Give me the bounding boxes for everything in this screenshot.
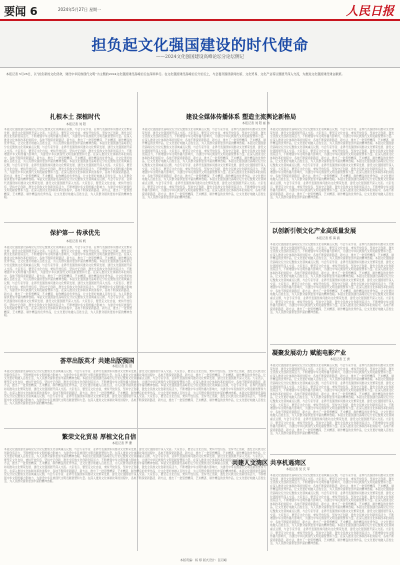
main-headline: 担负起文化强国建设的时代使命 (91, 36, 309, 54)
article-body: 本届文化强国建设高峰论坛分论坛聚焦文化领域重点议题，与会专家学者、业界代表围绕如何推动文化繁荣发展、建设文化强国展开深入交流。大家表示，要坚定文化自信，秉持开放包容，坚持守正创新，激发全民族文化创新创造活力，不断增强中华文明传播力影响力，为建设中华民族现代文明贡献智慧和力量。在深入推进文化体制改革的进程中，各地不断探索新路径、新方法，推出了一批思想精深、艺术精湛、制作精良的优秀作品，让文化更好地融入百姓生活，为人民群众提供更加丰富的精神食粮。本届文化强国建设高峰论坛分论坛聚焦文化领域重点议题，与会专家学者、业界代表围绕如何推动文化繁荣发展、建设文化强国展开深入交流。大家表示，要坚定文化自信，秉持开放包容，坚持守正创新，激发全民族文化创新创造活力，不断增强中华文明传播力影响力，为建设中华民族现代文明贡献智慧和力量。在深入推进文化体制改革的进程中，各地不断探索新路径、新方法，推出了一批思想精深、艺术精湛、制作精良的优秀作品，让文化更好地融入百姓生活，为人民群众提供更加丰富的精神食粮。本届文化强国建设高峰论坛分论坛聚焦文化领域重点议题，与会专家学者、业界代表围绕如何推动文化繁荣发展、建设文化强国展开深入交流。大家表示，要坚定文化自信，秉持开放包容，坚持守正创新，激发全民族文化创新创造活力，不断增强中华文明传播力影响力，为建设中华民族现代文明贡献智慧和力量。在深入推进文化体制改革的进程中，各地不断探索新路径、新方法，推出了一批思想精深、艺术精湛、制作精良的优秀作品，让文化更好地融入百姓生活，为人民群众提供更加丰富的精神食粮。本届文化强国建设高峰论坛分论坛聚焦文化领域重点议题，与会专家学者、业界代表围绕如何推动文化繁荣发展、建设文化强国展开深入交流。大家表示，要坚定文化自信，秉持开放包容，坚持守正创新，激发全民族文化创新创造活力，不断增强中华文明传播力影响力，为建设中华民族现代文明贡献智慧和力量。在深入推进文化体制改革的进程中，各地不断探索新路径、新方法，推出了一批思想精深、艺术精湛、制作精良的优秀作品，让文化更好地融入百姓生活，为人民群众提供更加丰富的精神食粮。 (270, 364, 394, 436)
newspaper-logo: 人民日报 (345, 4, 394, 18)
article-body: 本届文化强国建设高峰论坛分论坛聚焦文化领域重点议题，与会专家学者、业界代表围绕如何推动文化繁荣发展、建设文化强国展开深入交流。大家表示，要坚定文化自信，秉持开放包容，坚持守正创新，激发全民族文化创新创造活力，不断增强中华文明传播力影响力，为建设中华民族现代文明贡献智慧和力量。在深入推进文化体制改革的进程中，各地不断探索新路径、新方法，推出了一批思想精深、艺术精湛、制作精良的优秀作品，让文化更好地融入百姓生活，为人民群众提供更加丰富的精神食粮。本届文化强国建设高峰论坛分论坛聚焦文化领域重点议题，与会专家学者、业界代表围绕如何推动文化繁荣发展、建设文化强国展开深入交流。大家表示，要坚定文化自信，秉持开放包容，坚持守正创新，激发全民族文化创新创造活力，不断增强中华文明传播力影响力，为建设中华民族现代文明贡献智慧和力量。在深入推进文化体制改革的进程中，各地不断探索新路径、新方法，推出了一批思想精深、艺术精湛、制作精良的优秀作品，让文化更好地融入百姓生活，为人民群众提供更加丰富的精神食粮。本届文化强国建设高峰论坛分论坛聚焦文化领域重点议题，与会专家学者、业界代表围绕如何推动文化繁荣发展、建设文化强国展开深入交流。大家表示，要坚定文化自信，秉持开放包容，坚持守正创新，激发全民族文化创新创造活力，不断增强中华文明传播力影响力，为建设中华民族现代文明贡献智慧和力量。在深入推进文化体制改革的进程中，各地不断探索新路径、新方法，推出了一批思想精深、艺术精湛、制作精良的优秀作品，让文化更好地融入百姓生活，为人民群众提供更加丰富的精神食粮。本届文化强国建设高峰论坛分论坛聚焦文化领域重点议题，与会专家学者、业界代表围绕如何推动文化繁荣发展、建设文化强国展开深入交流。大家表示，要坚定文化自信，秉持开放包容，坚持守正创新，激发全民族文化创新创造活力，不断增强中华文明传播力影响力，为建设中华民族现代文明贡献智慧和力量。在深入推进文化体制改革的进程中，各地不断探索新路径、新方法，推出了一批思想精深、艺术精湛、制作精良的优秀作品，让文化更好地融入百姓生活，为人民群众提供更加丰富的精神食粮。 (270, 474, 394, 546)
article-body: 本届文化强国建设高峰论坛分论坛聚焦文化领域重点议题，与会专家学者、业界代表围绕如何推动文化繁荣发展、建设文化强国展开深入交流。大家表示，要坚定文化自信，秉持开放包容，坚持守正创新，激发全民族文化创新创造活力，不断增强中华文明传播力影响力，为建设中华民族现代文明贡献智慧和力量。在深入推进文化体制改革的进程中，各地不断探索新路径、新方法，推出了一批思想精深、艺术精湛、制作精良的优秀作品，让文化更好地融入百姓生活，为人民群众提供更加丰富的精神食粮。本届文化强国建设高峰论坛分论坛聚焦文化领域重点议题，与会专家学者、业界代表围绕如何推动文化繁荣发展、建设文化强国展开深入交流。大家表示，要坚定文化自信，秉持开放包容，坚持守正创新，激发全民族文化创新创造活力，不断增强中华文明传播力影响力，为建设中华民族现代文明贡献智慧和力量。在深入推进文化体制改革的进程中，各地不断探索新路径、新方法，推出了一批思想精深、艺术精湛、制作精良的优秀作品，让文化更好地融入百姓生活，为人民群众提供更加丰富的精神食粮。本届文化强国建设高峰论坛分论坛聚焦文化领域重点议题，与会专家学者、业界代表围绕如何推动文化繁荣发展、建设文化强国展开深入交流。大家表示，要坚定文化自信，秉持开放包容，坚持守正创新，激发全民族文化创新创造活力，不断增强中华文明传播力影响力，为建设中华民族现代文明贡献智慧和力量。在深入推进文化体制改革的进程中，各地不断探索新路径、新方法，推出了一批思想精深、艺术精湛、制作精良的优秀作品，让文化更好地融入百姓生活，为人民群众提供更加丰富的精神食粮。本届文化强国建设高峰论坛分论坛聚焦文化领域重点议题，与会专家学者、业界代表围绕如何推动文化繁荣发展、建设文化强国展开深入交流。大家表示，要坚定文化自信，秉持开放包容，坚持守正创新，激发全民族文化创新创造活力，不断增强中华文明传播力影响力，为建设中华民族现代文明贡献智慧和力量。在深入推进文化体制改革的进程中，各地不断探索新路径、新方法，推出了一批思想精深、艺术精湛、制作精良的优秀作品，让文化更好地融入百姓生活，为人民群众提供更加丰富的精神食粮。 (4, 370, 266, 406)
article-byline: 本报记者 杨 帆 (66, 239, 86, 243)
article-title: 以创新引领文化产业高质量发展 (272, 228, 357, 235)
article-byline: 本报记者 张 贺 (112, 364, 132, 368)
section-label: 要闻 6 (4, 5, 38, 18)
article-divider (4, 222, 134, 223)
page-footer: 本版责编：杨 婷 版式设计：张丹峰 (180, 558, 227, 562)
article-byline: 本报记者 郑 海 鸥 (316, 236, 340, 240)
article-divider (270, 454, 396, 455)
article-body: 本届文化强国建设高峰论坛分论坛聚焦文化领域重点议题，与会专家学者、业界代表围绕如何推动文化繁荣发展、建设文化强国展开深入交流。大家表示，要坚定文化自信，秉持开放包容，坚持守正创新，激发全民族文化创新创造活力，不断增强中华文明传播力影响力，为建设中华民族现代文明贡献智慧和力量。在深入推进文化体制改革的进程中，各地不断探索新路径、新方法，推出了一批思想精深、艺术精湛、制作精良的优秀作品，让文化更好地融入百姓生活，为人民群众提供更加丰富的精神食粮。本届文化强国建设高峰论坛分论坛聚焦文化领域重点议题，与会专家学者、业界代表围绕如何推动文化繁荣发展、建设文化强国展开深入交流。大家表示，要坚定文化自信，秉持开放包容，坚持守正创新，激发全民族文化创新创造活力，不断增强中华文明传播力影响力，为建设中华民族现代文明贡献智慧和力量。在深入推进文化体制改革的进程中，各地不断探索新路径、新方法，推出了一批思想精深、艺术精湛、制作精良的优秀作品，让文化更好地融入百姓生活，为人民群众提供更加丰富的精神食粮。本届文化强国建设高峰论坛分论坛聚焦文化领域重点议题，与会专家学者、业界代表围绕如何推动文化繁荣发展、建设文化强国展开深入交流。大家表示，要坚定文化自信，秉持开放包容，坚持守正创新，激发全民族文化创新创造活力，不断增强中华文明传播力影响力，为建设中华民族现代文明贡献智慧和力量。在深入推进文化体制改革的进程中，各地不断探索新路径、新方法，推出了一批思想精深、艺术精湛、制作精良的优秀作品，让文化更好地融入百姓生活，为人民群众提供更加丰富的精神食粮。本届文化强国建设高峰论坛分论坛聚焦文化领域重点议题，与会专家学者、业界代表围绕如何推动文化繁荣发展、建设文化强国展开深入交流。大家表示，要坚定文化自信，秉持开放包容，坚持守正创新，激发全民族文化创新创造活力，不断增强中华文明传播力影响力，为建设中华民族现代文明贡献智慧和力量。在深入推进文化体制改革的进程中，各地不断探索新路径、新方法，推出了一批思想精深、艺术精湛、制作精良的优秀作品，让文化更好地融入百姓生活，为人民群众提供更加丰富的精神食粮。 (4, 448, 266, 484)
article-divider (270, 222, 396, 223)
article-title: 保护第一 传承优先 (50, 230, 101, 237)
article-byline: 本报记者 吴 庆 军 (286, 467, 310, 471)
article-byline: 本报记者 刘 阳 (66, 122, 86, 126)
main-subheadline: ——2024文化强国建设高峰论坛分论坛侧记 (156, 55, 244, 60)
article-byline: 本报记者 罗 珊 (112, 441, 132, 445)
article-body: 本届文化强国建设高峰论坛分论坛聚焦文化领域重点议题，与会专家学者、业界代表围绕如何推动文化繁荣发展、建设文化强国展开深入交流。大家表示，要坚定文化自信，秉持开放包容，坚持守正创新，激发全民族文化创新创造活力，不断增强中华文明传播力影响力，为建设中华民族现代文明贡献智慧和力量。在深入推进文化体制改革的进程中，各地不断探索新路径、新方法，推出了一批思想精深、艺术精湛、制作精良的优秀作品，让文化更好地融入百姓生活，为人民群众提供更加丰富的精神食粮。本届文化强国建设高峰论坛分论坛聚焦文化领域重点议题，与会专家学者、业界代表围绕如何推动文化繁荣发展、建设文化强国展开深入交流。大家表示，要坚定文化自信，秉持开放包容，坚持守正创新，激发全民族文化创新创造活力，不断增强中华文明传播力影响力，为建设中华民族现代文明贡献智慧和力量。在深入推进文化体制改革的进程中，各地不断探索新路径、新方法，推出了一批思想精深、艺术精湛、制作精良的优秀作品，让文化更好地融入百姓生活，为人民群众提供更加丰富的精神食粮。本届文化强国建设高峰论坛分论坛聚焦文化领域重点议题，与会专家学者、业界代表围绕如何推动文化繁荣发展、建设文化强国展开深入交流。大家表示，要坚定文化自信，秉持开放包容，坚持守正创新，激发全民族文化创新创造活力，不断增强中华文明传播力影响力，为建设中华民族现代文明贡献智慧和力量。在深入推进文化体制改革的进程中，各地不断探索新路径、新方法，推出了一批思想精深、艺术精湛、制作精良的优秀作品，让文化更好地融入百姓生活，为人民群众提供更加丰富的精神食粮。本届文化强国建设高峰论坛分论坛聚焦文化领域重点议题，与会专家学者、业界代表围绕如何推动文化繁荣发展、建设文化强国展开深入交流。大家表示，要坚定文化自信，秉持开放包容，坚持守正创新，激发全民族文化创新创造活力，不断增强中华文明传播力影响力，为建设中华民族现代文明贡献智慧和力量。在深入推进文化体制改革的进程中，各地不断探索新路径、新方法，推出了一批思想精深、艺术精湛、制作精良的优秀作品，让文化更好地融入百姓生活，为人民群众提供更加丰富的精神食粮。 (4, 128, 132, 200)
article-divider (4, 428, 266, 429)
article-body: 本届文化强国建设高峰论坛分论坛聚焦文化领域重点议题，与会专家学者、业界代表围绕如何推动文化繁荣发展、建设文化强国展开深入交流。大家表示，要坚定文化自信，秉持开放包容，坚持守正创新，激发全民族文化创新创造活力，不断增强中华文明传播力影响力，为建设中华民族现代文明贡献智慧和力量。在深入推进文化体制改革的进程中，各地不断探索新路径、新方法，推出了一批思想精深、艺术精湛、制作精良的优秀作品，让文化更好地融入百姓生活，为人民群众提供更加丰富的精神食粮。本届文化强国建设高峰论坛分论坛聚焦文化领域重点议题，与会专家学者、业界代表围绕如何推动文化繁荣发展、建设文化强国展开深入交流。大家表示，要坚定文化自信，秉持开放包容，坚持守正创新，激发全民族文化创新创造活力，不断增强中华文明传播力影响力，为建设中华民族现代文明贡献智慧和力量。在深入推进文化体制改革的进程中，各地不断探索新路径、新方法，推出了一批思想精深、艺术精湛、制作精良的优秀作品，让文化更好地融入百姓生活，为人民群众提供更加丰富的精神食粮。本届文化强国建设高峰论坛分论坛聚焦文化领域重点议题，与会专家学者、业界代表围绕如何推动文化繁荣发展、建设文化强国展开深入交流。大家表示，要坚定文化自信，秉持开放包容，坚持守正创新，激发全民族文化创新创造活力，不断增强中华文明传播力影响力，为建设中华民族现代文明贡献智慧和力量。在深入推进文化体制改革的进程中，各地不断探索新路径、新方法，推出了一批思想精深、艺术精湛、制作精良的优秀作品，让文化更好地融入百姓生活，为人民群众提供更加丰富的精神食粮。本届文化强国建设高峰论坛分论坛聚焦文化领域重点议题，与会专家学者、业界代表围绕如何推动文化繁荣发展、建设文化强国展开深入交流。大家表示，要坚定文化自信，秉持开放包容，坚持守正创新，激发全民族文化创新创造活力，不断增强中华文明传播力影响力，为建设中华民族现代文明贡献智慧和力量。在深入推进文化体制改革的进程中，各地不断探索新路径、新方法，推出了一批思想精深、艺术精湛、制作精良的优秀作品，让文化更好地融入百姓生活，为人民群众提供更加丰富的精神食粮。 (142, 128, 266, 200)
article-body: 本届文化强国建设高峰论坛分论坛聚焦文化领域重点议题，与会专家学者、业界代表围绕如何推动文化繁荣发展、建设文化强国展开深入交流。大家表示，要坚定文化自信，秉持开放包容，坚持守正创新，激发全民族文化创新创造活力，不断增强中华文明传播力影响力，为建设中华民族现代文明贡献智慧和力量。在深入推进文化体制改革的进程中，各地不断探索新路径、新方法，推出了一批思想精深、艺术精湛、制作精良的优秀作品，让文化更好地融入百姓生活，为人民群众提供更加丰富的精神食粮。本届文化强国建设高峰论坛分论坛聚焦文化领域重点议题，与会专家学者、业界代表围绕如何推动文化繁荣发展、建设文化强国展开深入交流。大家表示，要坚定文化自信，秉持开放包容，坚持守正创新，激发全民族文化创新创造活力，不断增强中华文明传播力影响力，为建设中华民族现代文明贡献智慧和力量。在深入推进文化体制改革的进程中，各地不断探索新路径、新方法，推出了一批思想精深、艺术精湛、制作精良的优秀作品，让文化更好地融入百姓生活，为人民群众提供更加丰富的精神食粮。本届文化强国建设高峰论坛分论坛聚焦文化领域重点议题，与会专家学者、业界代表围绕如何推动文化繁荣发展、建设文化强国展开深入交流。大家表示，要坚定文化自信，秉持开放包容，坚持守正创新，激发全民族文化创新创造活力，不断增强中华文明传播力影响力，为建设中华民族现代文明贡献智慧和力量。在深入推进文化体制改革的进程中，各地不断探索新路径、新方法，推出了一批思想精深、艺术精湛、制作精良的优秀作品，让文化更好地融入百姓生活，为人民群众提供更加丰富的精神食粮。本届文化强国建设高峰论坛分论坛聚焦文化领域重点议题，与会专家学者、业界代表围绕如何推动文化繁荣发展、建设文化强国展开深入交流。大家表示，要坚定文化自信，秉持开放包容，坚持守正创新，激发全民族文化创新创造活力，不断增强中华文明传播力影响力，为建设中华民族现代文明贡献智慧和力量。在深入推进文化体制改革的进程中，各地不断探索新路径、新方法，推出了一批思想精深、艺术精湛、制作精良的优秀作品，让文化更好地融入百姓生活，为人民群众提供更加丰富的精神食粮。 (270, 243, 394, 315)
article-byline: 本报记者 刘 阳 崔 伟 (242, 121, 270, 125)
article-divider (270, 344, 396, 345)
column-divider (267, 92, 268, 551)
article-title: 荟萃出版英才 共建出版强国 (60, 358, 135, 365)
page-header (0, 0, 400, 20)
article-body: 本届文化强国建设高峰论坛分论坛聚焦文化领域重点议题，与会专家学者、业界代表围绕如何推动文化繁荣发展、建设文化强国展开深入交流。大家表示，要坚定文化自信，秉持开放包容，坚持守正创新，激发全民族文化创新创造活力，不断增强中华文明传播力影响力，为建设中华民族现代文明贡献智慧和力量。在深入推进文化体制改革的进程中，各地不断探索新路径、新方法，推出了一批思想精深、艺术精湛、制作精良的优秀作品，让文化更好地融入百姓生活，为人民群众提供更加丰富的精神食粮。本届文化强国建设高峰论坛分论坛聚焦文化领域重点议题，与会专家学者、业界代表围绕如何推动文化繁荣发展、建设文化强国展开深入交流。大家表示，要坚定文化自信，秉持开放包容，坚持守正创新，激发全民族文化创新创造活力，不断增强中华文明传播力影响力，为建设中华民族现代文明贡献智慧和力量。在深入推进文化体制改革的进程中，各地不断探索新路径、新方法，推出了一批思想精深、艺术精湛、制作精良的优秀作品，让文化更好地融入百姓生活，为人民群众提供更加丰富的精神食粮。本届文化强国建设高峰论坛分论坛聚焦文化领域重点议题，与会专家学者、业界代表围绕如何推动文化繁荣发展、建设文化强国展开深入交流。大家表示，要坚定文化自信，秉持开放包容，坚持守正创新，激发全民族文化创新创造活力，不断增强中华文明传播力影响力，为建设中华民族现代文明贡献智慧和力量。在深入推进文化体制改革的进程中，各地不断探索新路径、新方法，推出了一批思想精深、艺术精湛、制作精良的优秀作品，让文化更好地融入百姓生活，为人民群众提供更加丰富的精神食粮。本届文化强国建设高峰论坛分论坛聚焦文化领域重点议题，与会专家学者、业界代表围绕如何推动文化繁荣发展、建设文化强国展开深入交流。大家表示，要坚定文化自信，秉持开放包容，坚持守正创新，激发全民族文化创新创造活力，不断增强中华文明传播力影响力，为建设中华民族现代文明贡献智慧和力量。在深入推进文化体制改革的进程中，各地不断探索新路径、新方法，推出了一批思想精深、艺术精湛、制作精良的优秀作品，让文化更好地融入百姓生活，为人民群众提供更加丰富的精神食粮。 (270, 128, 394, 200)
intro-paragraph: 本报记者 5月26日，以“担负新的文化使命，建设中华民族现代文明”为主题的2024文化强国建设高峰论坛在深圳举行。在文化强国建设高峰论坛分论坛上，与会嘉宾围绕新闻出版、文化贸易、文化产业等议题展开深入交流，为推进文化强国建设建言献策。 (6, 72, 345, 76)
article-title: 凝聚发展动力 赋能电影产业 (272, 350, 347, 357)
article-byline: 本报记者 王 洲 (330, 357, 350, 361)
issue-date: 2024年5月27日 星期一 (58, 7, 102, 12)
article-divider (4, 352, 266, 353)
article-title: 繁荣文化贸易 厚植文化自信 (62, 434, 137, 441)
article-title: 扎根本土 深植时代 (50, 114, 101, 121)
article-body: 本届文化强国建设高峰论坛分论坛聚焦文化领域重点议题，与会专家学者、业界代表围绕如何推动文化繁荣发展、建设文化强国展开深入交流。大家表示，要坚定文化自信，秉持开放包容，坚持守正创新，激发全民族文化创新创造活力，不断增强中华文明传播力影响力，为建设中华民族现代文明贡献智慧和力量。在深入推进文化体制改革的进程中，各地不断探索新路径、新方法，推出了一批思想精深、艺术精湛、制作精良的优秀作品，让文化更好地融入百姓生活，为人民群众提供更加丰富的精神食粮。本届文化强国建设高峰论坛分论坛聚焦文化领域重点议题，与会专家学者、业界代表围绕如何推动文化繁荣发展、建设文化强国展开深入交流。大家表示，要坚定文化自信，秉持开放包容，坚持守正创新，激发全民族文化创新创造活力，不断增强中华文明传播力影响力，为建设中华民族现代文明贡献智慧和力量。在深入推进文化体制改革的进程中，各地不断探索新路径、新方法，推出了一批思想精深、艺术精湛、制作精良的优秀作品，让文化更好地融入百姓生活，为人民群众提供更加丰富的精神食粮。本届文化强国建设高峰论坛分论坛聚焦文化领域重点议题，与会专家学者、业界代表围绕如何推动文化繁荣发展、建设文化强国展开深入交流。大家表示，要坚定文化自信，秉持开放包容，坚持守正创新，激发全民族文化创新创造活力，不断增强中华文明传播力影响力，为建设中华民族现代文明贡献智慧和力量。在深入推进文化体制改革的进程中，各地不断探索新路径、新方法，推出了一批思想精深、艺术精湛、制作精良的优秀作品，让文化更好地融入百姓生活，为人民群众提供更加丰富的精神食粮。本届文化强国建设高峰论坛分论坛聚焦文化领域重点议题，与会专家学者、业界代表围绕如何推动文化繁荣发展、建设文化强国展开深入交流。大家表示，要坚定文化自信，秉持开放包容，坚持守正创新，激发全民族文化创新创造活力，不断增强中华文明传播力影响力，为建设中华民族现代文明贡献智慧和力量。在深入推进文化体制改革的进程中，各地不断探索新路径、新方法，推出了一批思想精深、艺术精湛、制作精良的优秀作品，让文化更好地融入百姓生活，为人民群众提供更加丰富的精神食粮。 (4, 246, 132, 318)
article-title: 建设全媒体传播体系 塑造主流舆论新格局 (186, 114, 297, 121)
article-title: 共建人文湾区 共享机遇湾区 (232, 460, 307, 467)
